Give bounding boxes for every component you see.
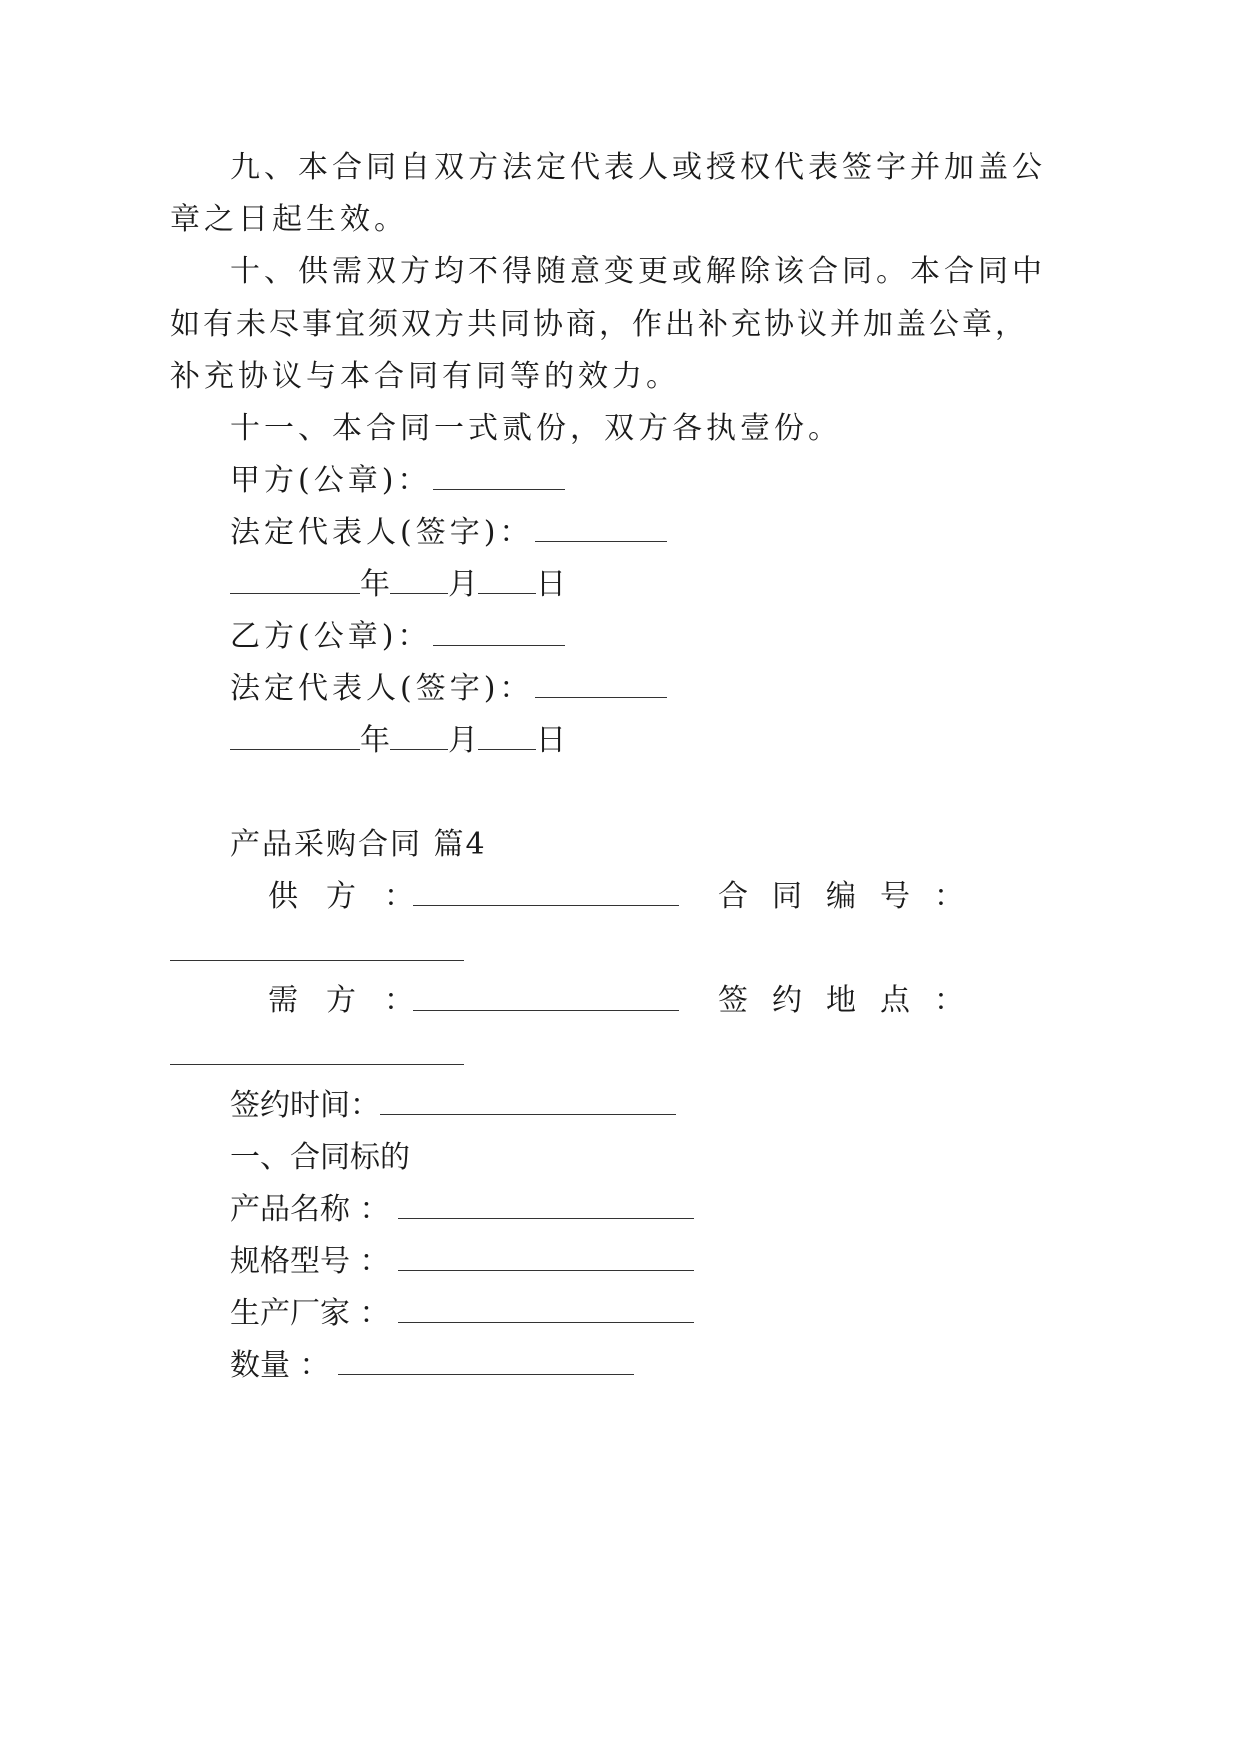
clause-10-line-1: 十、供需双方均不得随意变更或解除该合同。本合同中 bbox=[230, 254, 1046, 289]
quantity-label: 数量 ： bbox=[230, 1348, 330, 1383]
product-name-row bbox=[230, 1190, 694, 1230]
party-a-rep-label: 法定代表人(签字)： bbox=[230, 515, 534, 550]
party-a-day-blank[interactable] bbox=[478, 567, 536, 594]
party-b-year-blank[interactable] bbox=[230, 723, 360, 750]
party-b-month-label: 月 bbox=[448, 723, 478, 758]
manufacturer-blank[interactable] bbox=[398, 1296, 694, 1323]
sign-time-row bbox=[230, 1086, 676, 1126]
party-b-month-blank[interactable] bbox=[390, 723, 448, 750]
sign-time-label: 签约时间： bbox=[230, 1088, 380, 1123]
party-a-rep-blank[interactable] bbox=[535, 515, 667, 542]
clause-9-line-2: 章之日起生效。 bbox=[170, 202, 408, 237]
supplier-blank[interactable] bbox=[413, 905, 679, 906]
party-a-month-blank[interactable] bbox=[390, 567, 448, 594]
party-a-year-label: 年 bbox=[360, 567, 390, 602]
manufacturer-label: 生产厂家 ： bbox=[230, 1296, 390, 1331]
section-4-heading: 产品采购合同 篇4 bbox=[230, 827, 487, 862]
clause-10-line-2: 如有未尽事宜须双方共同协商，作出补充协议并加盖公章， bbox=[170, 307, 1028, 342]
party-a-rep-row bbox=[230, 513, 669, 553]
clause-9-line-1: 九、本合同自双方法定代表人或授权代表签字并加盖公 bbox=[230, 150, 1046, 185]
buyer-label: 需方： bbox=[268, 983, 442, 1018]
party-a-day-label: 日 bbox=[536, 567, 566, 602]
sign-time-blank[interactable] bbox=[380, 1088, 676, 1115]
party-b-rep-label: 法定代表人(签字)： bbox=[230, 671, 534, 706]
party-b-seal-row bbox=[230, 617, 567, 657]
quantity-row bbox=[230, 1346, 634, 1386]
contract-no-label: 合同编号： bbox=[718, 879, 988, 914]
party-a-date-row bbox=[230, 565, 566, 605]
party-a-seal-row bbox=[230, 461, 567, 501]
spec-blank[interactable] bbox=[398, 1244, 694, 1271]
sign-place-blank[interactable] bbox=[170, 1064, 464, 1065]
buyer-blank[interactable] bbox=[413, 1010, 679, 1011]
party-b-year-label: 年 bbox=[360, 723, 390, 758]
party-b-day-label: 日 bbox=[536, 723, 566, 758]
party-b-rep-row bbox=[230, 669, 669, 709]
manufacturer-row bbox=[230, 1294, 694, 1334]
product-name-label: 产品名称 ： bbox=[230, 1192, 390, 1227]
party-b-rep-blank[interactable] bbox=[535, 671, 667, 698]
spec-row bbox=[230, 1242, 694, 1282]
product-name-blank[interactable] bbox=[398, 1192, 694, 1219]
contract-no-blank[interactable] bbox=[170, 960, 464, 961]
party-b-label: 乙方(公章)： bbox=[230, 619, 432, 654]
party-a-blank[interactable] bbox=[433, 463, 565, 490]
subject-heading: 一、合同标的 bbox=[230, 1140, 410, 1175]
quantity-blank[interactable] bbox=[338, 1348, 634, 1375]
supplier-label: 供方： bbox=[268, 879, 442, 914]
clause-10-line-3: 补充协议与本合同有同等的效力。 bbox=[170, 359, 680, 394]
spec-label: 规格型号 ： bbox=[230, 1244, 390, 1279]
party-a-month-label: 月 bbox=[448, 567, 478, 602]
party-b-date-row bbox=[230, 721, 566, 761]
party-b-blank[interactable] bbox=[433, 619, 565, 646]
sign-place-label: 签约地点： bbox=[718, 983, 988, 1018]
party-a-year-blank[interactable] bbox=[230, 567, 360, 594]
clause-11: 十一、本合同一式贰份，双方各执壹份。 bbox=[230, 411, 842, 446]
party-a-label: 甲方(公章)： bbox=[230, 463, 432, 498]
party-b-day-blank[interactable] bbox=[478, 723, 536, 750]
